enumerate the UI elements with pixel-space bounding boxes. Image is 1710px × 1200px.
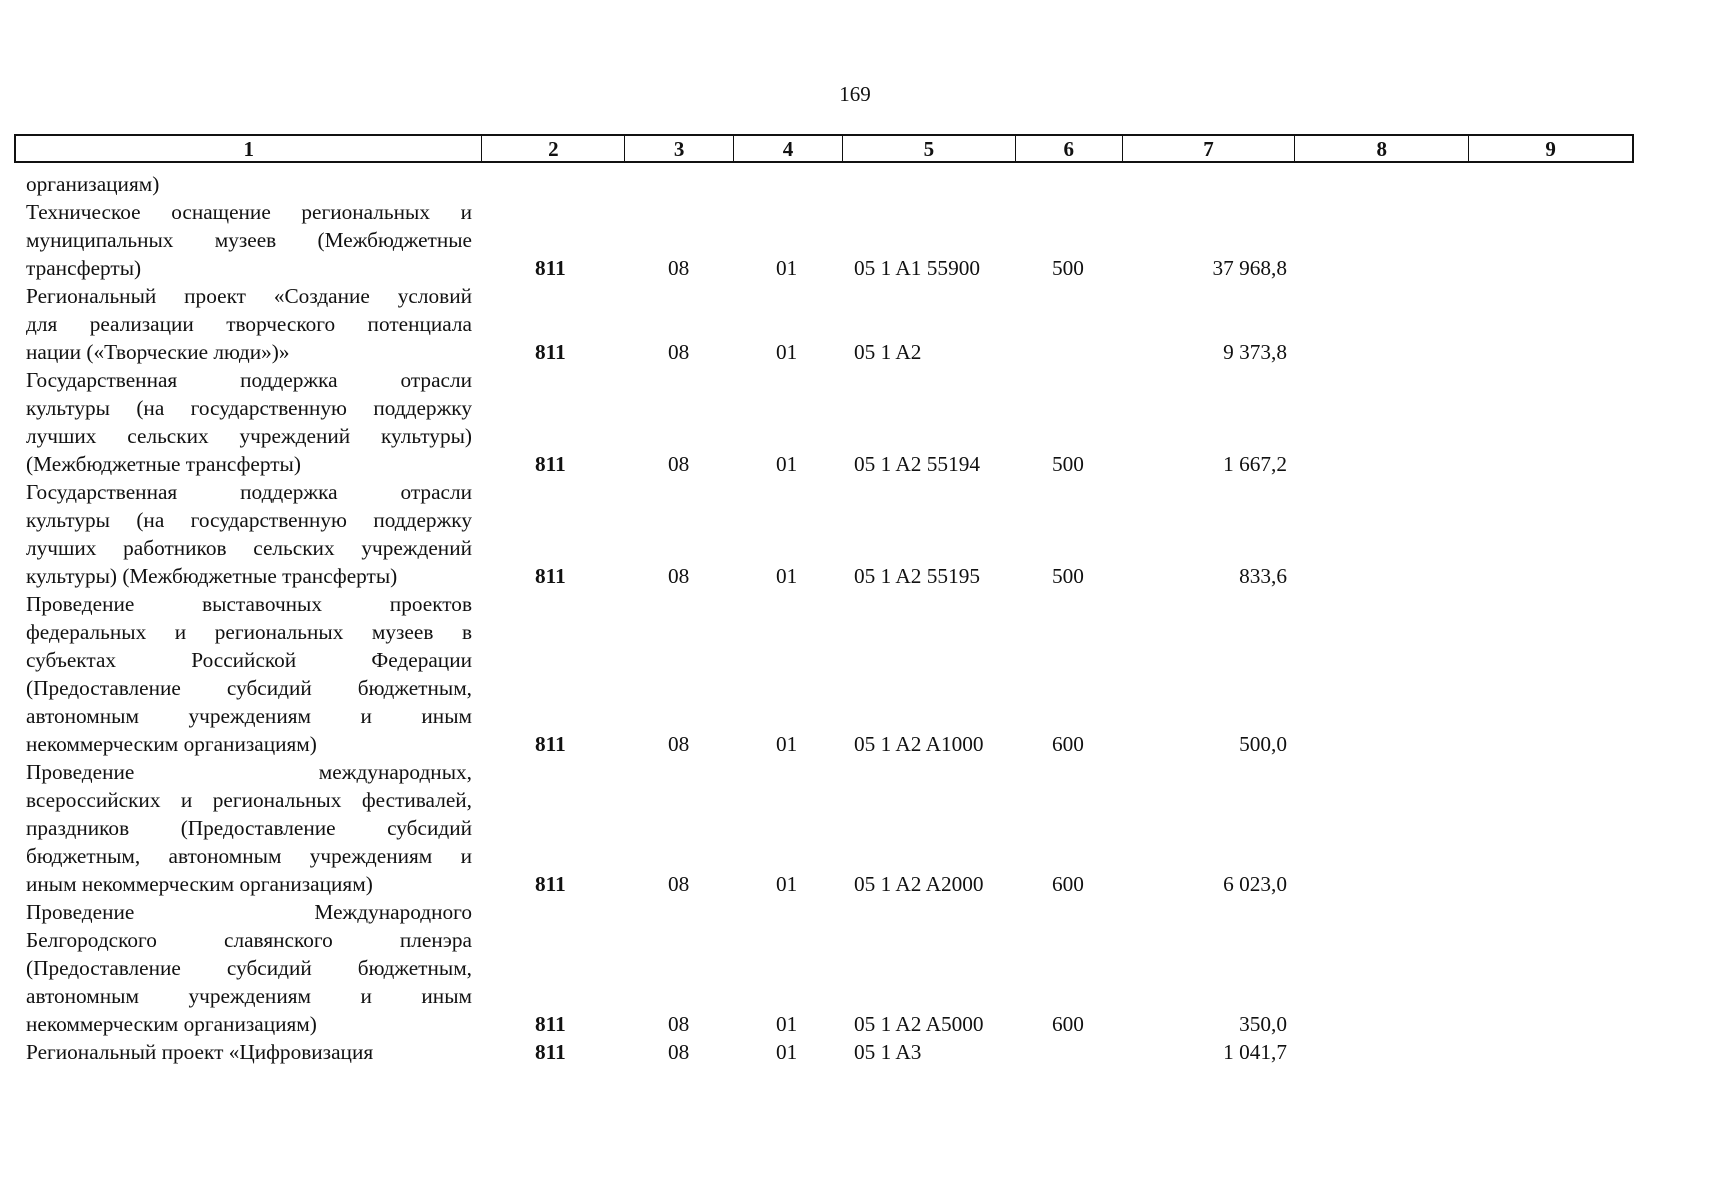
row-description — [26, 758, 472, 898]
row-description — [26, 1038, 472, 1066]
header-col-7: 7 — [1123, 136, 1296, 161]
row-c6-value: 600 — [1052, 872, 1084, 896]
row-c4-value: 01 — [776, 452, 798, 476]
description-line: некоммерческим организациям) — [26, 732, 317, 756]
description-line: Проведение Международного — [26, 900, 472, 924]
description-line: субъектах Российской Федерации — [26, 648, 472, 672]
description-line: для реализации творческого потенциала — [26, 312, 472, 336]
row-c6-value: 600 — [1052, 1012, 1084, 1036]
row-c4-value: 01 — [776, 340, 798, 364]
row-c3-value: 08 — [668, 564, 690, 588]
page-number: 169 — [839, 82, 871, 106]
row-c5-value: 05 1 A2 A2000 — [854, 872, 984, 896]
row-description — [26, 366, 472, 478]
description-line: некоммерческим организациям) — [26, 1012, 317, 1036]
row-c7-value: 833,6 — [1239, 564, 1287, 588]
description-line: (Предоставление субсидий бюджетным, — [26, 676, 472, 700]
header-col-5: 5 — [843, 136, 1016, 161]
row-c3-value: 08 — [668, 340, 690, 364]
row-c2-value: 811 — [535, 256, 566, 280]
row-c2-value: 811 — [535, 1012, 566, 1036]
description-line: праздников (Предоставление субсидий — [26, 816, 472, 840]
header-col-2: 2 — [482, 136, 625, 161]
row-c4-value: 01 — [776, 732, 798, 756]
description-line: Техническое оснащение региональных и — [26, 200, 472, 224]
row-c6-value: 500 — [1052, 452, 1084, 476]
row-c6-value: 600 — [1052, 732, 1084, 756]
row-c4-value: 01 — [776, 256, 798, 280]
row-c7-value: 9 373,8 — [1223, 340, 1287, 364]
description-line: культуры) (Межбюджетные трансферты) — [26, 564, 398, 588]
row-c3-value: 08 — [668, 452, 690, 476]
row-c4-value: 01 — [776, 1012, 798, 1036]
description-line: (Предоставление субсидий бюджетным, — [26, 956, 472, 980]
row-c6-value: 500 — [1052, 564, 1084, 588]
row-c6-value: 500 — [1052, 256, 1084, 280]
row-description — [26, 198, 472, 282]
description-line: автономным учреждениям и иным — [26, 704, 472, 728]
description-line: бюджетным, автономным учреждениям и — [26, 844, 472, 868]
header-col-8: 8 — [1295, 136, 1469, 161]
row-c7-value: 500,0 — [1239, 732, 1287, 756]
row-description — [26, 590, 472, 758]
row-c3-value: 08 — [668, 732, 690, 756]
row-c4-value: 01 — [776, 872, 798, 896]
row-description — [26, 898, 472, 1038]
description-line: иным некоммерческим организациям) — [26, 872, 373, 896]
row-c3-value: 08 — [668, 872, 690, 896]
row-c4-value: 01 — [776, 564, 798, 588]
row-c5-value: 05 1 A2 55194 — [854, 452, 981, 476]
row-c2-value: 811 — [535, 1040, 566, 1064]
row-c7-value: 37 968,8 — [1212, 256, 1287, 280]
row-description — [26, 282, 472, 366]
description-line: Государственная поддержка отрасли — [26, 480, 472, 504]
description-line: культуры (на государственную поддержку — [26, 396, 472, 420]
description-line: организациям) — [26, 172, 160, 196]
row-c5-value: 05 1 A2 A5000 — [854, 1012, 984, 1036]
description-line: федеральных и региональных музеев в — [26, 620, 472, 644]
row-c5-value: 05 1 A1 55900 — [854, 256, 981, 280]
row-c7-value: 1 667,2 — [1223, 452, 1287, 476]
description-line: Проведение выставочных проектов — [26, 592, 472, 616]
description-line: нации («Творческие люди»)» — [26, 340, 290, 364]
description-line: (Межбюджетные трансферты) — [26, 452, 301, 476]
description-line: лучших сельских учреждений культуры) — [26, 424, 472, 448]
row-c2-value: 811 — [535, 872, 566, 896]
header-col-6: 6 — [1016, 136, 1123, 161]
row-c5-value: 05 1 A2 A1000 — [854, 732, 984, 756]
description-line: Проведение международных, — [26, 760, 472, 784]
row-description — [26, 478, 472, 590]
row-c7-value: 6 023,0 — [1223, 872, 1287, 896]
header-col-1: 1 — [16, 136, 482, 161]
row-c2-value: 811 — [535, 564, 566, 588]
description-line: автономным учреждениям и иным — [26, 984, 472, 1008]
row-c5-value: 05 1 A2 — [854, 340, 922, 364]
row-description — [26, 170, 472, 198]
row-c2-value: 811 — [535, 340, 566, 364]
row-c3-value: 08 — [668, 1012, 690, 1036]
row-c2-value: 811 — [535, 732, 566, 756]
row-c2-value: 811 — [535, 452, 566, 476]
description-line: культуры (на государственную поддержку — [26, 508, 472, 532]
description-line: Государственная поддержка отрасли — [26, 368, 472, 392]
row-c3-value: 08 — [668, 1040, 690, 1064]
description-line: Региональный проект «Создание условий — [26, 284, 472, 308]
row-c4-value: 01 — [776, 1040, 798, 1064]
row-c7-value: 350,0 — [1239, 1012, 1287, 1036]
header-col-4: 4 — [734, 136, 843, 161]
description-line: Региональный проект «Цифровизация — [26, 1040, 374, 1064]
description-line: муниципальных музеев (Межбюджетные — [26, 228, 472, 252]
description-line: трансферты) — [26, 256, 142, 280]
table-header — [14, 134, 1634, 163]
header-col-9: 9 — [1545, 137, 1556, 161]
row-c5-value: 05 1 A3 — [854, 1040, 922, 1064]
header-col-3: 3 — [625, 136, 734, 161]
description-line: лучших работников сельских учреждений — [26, 536, 472, 560]
description-line: всероссийских и региональных фестивалей, — [26, 788, 472, 812]
row-c5-value: 05 1 A2 55195 — [854, 564, 981, 588]
description-line: Белгородского славянского пленэра — [26, 928, 472, 952]
row-c3-value: 08 — [668, 256, 690, 280]
row-c7-value: 1 041,7 — [1223, 1040, 1287, 1064]
